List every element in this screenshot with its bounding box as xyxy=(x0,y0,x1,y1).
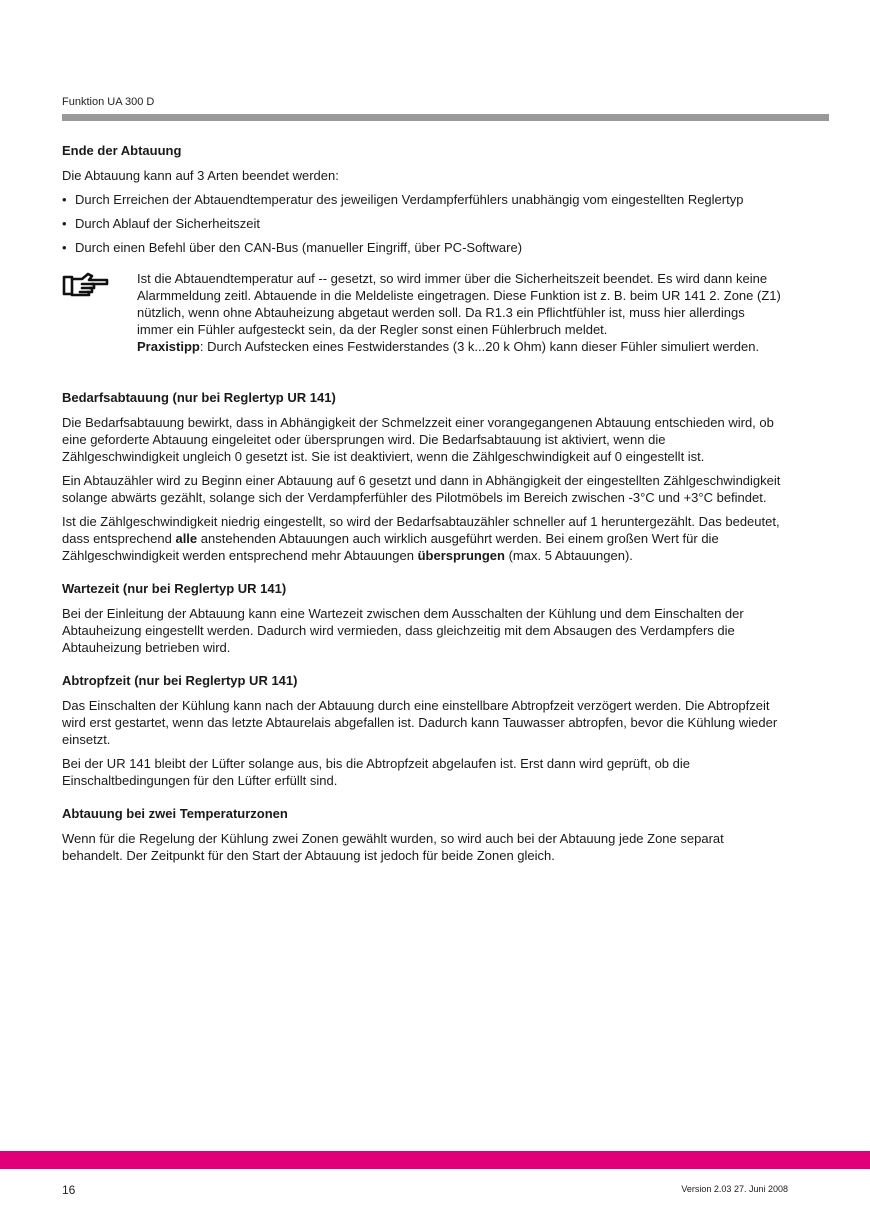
section-heading-abtropfzeit: Abtropfzeit (nur bei Reglertyp UR 141) xyxy=(62,673,298,688)
list-item: • Durch einen Befehl über den CAN-Bus (manueller Eingriff, über PC-Software) xyxy=(62,240,523,255)
paragraph: Wenn für die Regelung der Kühlung zwei Zonen gewählt wurden, so wird auch bei der Abtauung jede Zone separat behandelt. Der Zeitpunkt für den Start der Abtauung ist jedoch für beide Zonen gleich. xyxy=(62,831,724,863)
paragraph: Ist die Zählgeschwindigkeit niedrig eingestellt, so wird der Bedarfsabtauzähler schneller auf 1 heruntergezählt. Das bedeutet, dass entsprechend alle anstehenden Abtauungen auch wirklich ausgeführt werden. Bei einem großen Wert für die Zählgeschwindigkeit werden entsprechend mehr Abtauungen übersprungen (max. 5 Abtauungen). xyxy=(62,514,780,563)
paragraph: Das Einschalten der Kühlung kann nach der Abtauung durch eine einstellbare Abtropfzeit verzögert werden. Die Abtropfzeit wird erst gestartet, wenn das letzte Abtaurelais abgefallen ist. Dadurch kann Tauwasser abtropfen, bevor die Kühlung wieder einsetzt. xyxy=(62,698,778,747)
list-item: • Durch Ablauf der Sicherheitszeit xyxy=(62,216,260,231)
practice-tip: Praxistipp: Durch Aufstecken eines Festwiderstandes (3 k...20 k Ohm) kann dieser Fühler simuliert werden. xyxy=(137,339,760,354)
list-item: • Durch Erreichen der Abtauendtemperatur des jeweiligen Verdampferfühlers unabhängig vom eingestellten Reglertyp xyxy=(62,192,744,207)
note-text: Ist die Abtauendtemperatur auf -- gesetzt, so wird immer über die Sicherheitszeit beendet. Es wird dann keine Alarmmeldung zeitl. Abtauende in die Meldeliste eingetragen. Diese Funktion ist z. B. beim UR 141 2. Zone (Z1) nützlich, wenn ohne Abtauheizung abgetaut werden soll. Da R1.3 ein Pflichtfühler ist, muss hier allerdings immer ein Fühler aufgesteckt sein, da der Regler sonst einen Fühlerbruch meldet. xyxy=(137,271,781,337)
section-heading-wartezeit: Wartezeit (nur bei Reglertyp UR 141) xyxy=(62,581,287,596)
paragraph: Ein Abtauzähler wird zu Beginn einer Abtauung auf 6 gesetzt und dann in Abhängigkeit der eingestellten Zählgeschwindigkeit solange abwärts gezählt, solange sich der Verdampferfühler des Pilotmöbels im Bereich zwischen -3°C und +3°C befindet. xyxy=(62,473,781,505)
document-body xyxy=(62,142,784,871)
page-header-title: Funktion UA 300 D xyxy=(62,96,155,108)
section-heading-ende-der-abtauung: Ende der Abtauung xyxy=(62,143,182,158)
header-divider-bar xyxy=(62,114,829,121)
paragraph: Bei der Einleitung der Abtauung kann eine Wartezeit zwischen dem Ausschalten der Kühlung und dem Einschalten der Abtauheizung eingestellt werden. Dadurch wird vermieden, dass gleichzeitig mit dem Absaugen des Verdampfers die Abtauheizung betrieben wird. xyxy=(62,606,744,655)
footer-accent-bar xyxy=(0,1151,870,1169)
note-block xyxy=(62,270,784,355)
section-heading-zwei-temperaturzonen: Abtauung bei zwei Temperaturzonen xyxy=(62,806,288,821)
page-number: 16 xyxy=(62,1183,76,1197)
bullet-icon: • xyxy=(62,192,67,207)
section-intro: Die Abtauung kann auf 3 Arten beendet werden: xyxy=(62,168,339,183)
section-heading-bedarfsabtauung: Bedarfsabtauung (nur bei Reglertyp UR 141) xyxy=(62,390,336,405)
bullet-list xyxy=(62,191,784,256)
paragraph: Die Bedarfsabtauung bewirkt, dass in Abhängigkeit der Schmelzzeit einer vorangegangenen Abtauung entschieden wird, ob eine geforderte Abtauung eingeleitet oder übersprungen wird. Die Bedarfsabtauung ist aktiviert, wenn die Zählgeschwindigkeit ungleich 0 gesetzt ist. Sie ist deaktiviert, wenn die Zählgeschwindigkeit auf 0 eingestellt ist. xyxy=(62,415,774,464)
bullet-icon: • xyxy=(62,240,67,255)
pointing-hand-icon xyxy=(62,272,110,298)
paragraph: Bei der UR 141 bleibt der Lüfter solange aus, bis die Abtropfzeit abgelaufen ist. Erst dann wird geprüft, ob die Einschaltbedingungen für den Lüfter erfüllt sind. xyxy=(62,756,690,788)
version-info: Version 2.03 27. Juni 2008 xyxy=(681,1184,788,1194)
practice-tip-label: Praxistipp xyxy=(137,339,200,354)
bullet-icon: • xyxy=(62,216,67,231)
